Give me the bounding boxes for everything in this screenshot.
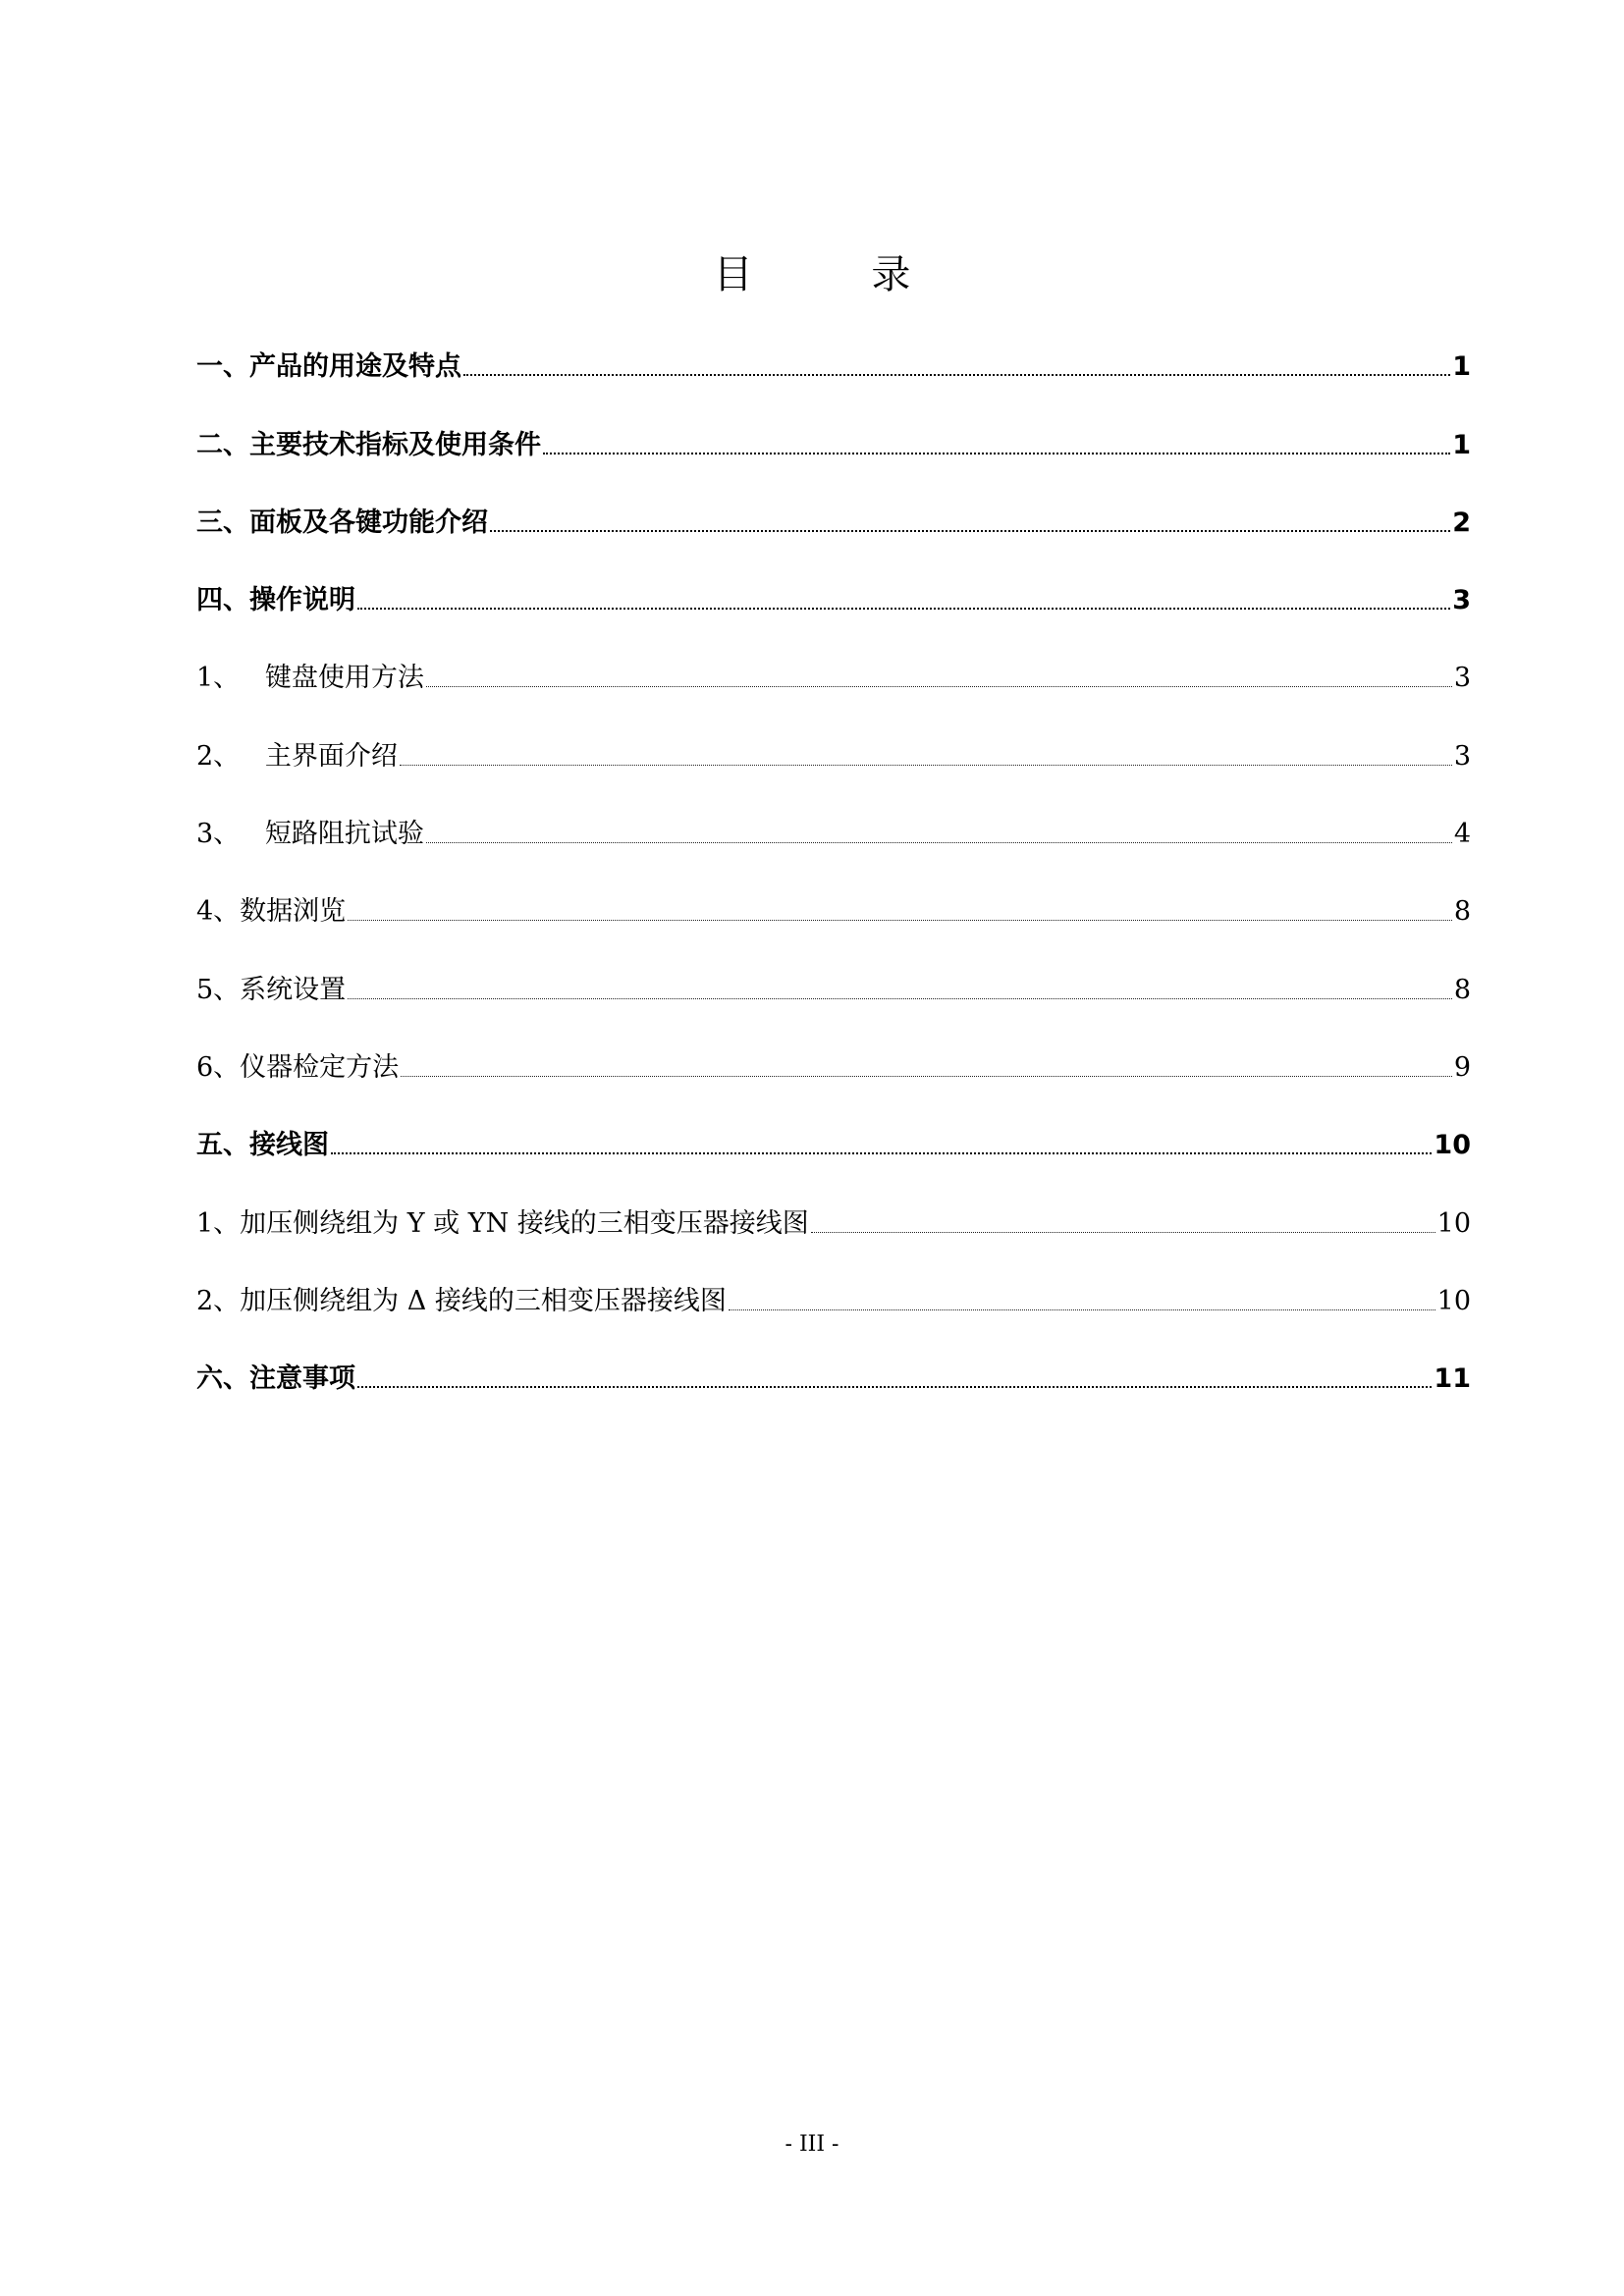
dot-leader bbox=[463, 374, 1450, 376]
dot-leader bbox=[348, 998, 1452, 999]
toc-entry-title: 二、主要技术指标及使用条件 bbox=[196, 429, 541, 460]
toc-entry[interactable] bbox=[196, 635, 1471, 713]
page-title: 目 录 bbox=[713, 252, 964, 297]
toc-entry-page: 4 bbox=[1453, 819, 1471, 850]
toc-entry[interactable] bbox=[196, 946, 1471, 1024]
dot-leader bbox=[400, 765, 1452, 766]
toc-entry[interactable] bbox=[196, 401, 1471, 479]
toc-entry[interactable] bbox=[196, 1025, 1471, 1102]
toc-entry[interactable] bbox=[196, 869, 1471, 946]
toc-entry-title: 4、数据浏览 bbox=[196, 896, 347, 928]
toc-entry[interactable] bbox=[196, 324, 1471, 401]
toc-entry[interactable] bbox=[196, 1180, 1471, 1257]
toc-entry[interactable] bbox=[196, 558, 1471, 635]
toc-entry-page: 3 bbox=[1452, 585, 1471, 616]
toc-entry-page: 11 bbox=[1434, 1363, 1471, 1395]
dot-leader bbox=[490, 530, 1450, 532]
dot-leader bbox=[729, 1309, 1435, 1310]
toc-entry-page: 8 bbox=[1453, 974, 1471, 1005]
toc-entry-page: 1 bbox=[1452, 351, 1471, 383]
toc-entry-title: 2、加压侧绕组为 Δ 接线的三相变压器接线图 bbox=[196, 1285, 727, 1316]
toc-entry[interactable] bbox=[196, 791, 1471, 869]
toc-entry-title: 1、 键盘使用方法 bbox=[196, 663, 424, 694]
page-number: - III - bbox=[785, 2132, 839, 2157]
toc-entry[interactable] bbox=[196, 1336, 1471, 1414]
toc-entry-title: 三、面板及各键功能介绍 bbox=[196, 507, 488, 538]
dot-leader bbox=[357, 608, 1450, 610]
toc-entry-page: 10 bbox=[1434, 1130, 1471, 1161]
toc-entry-title: 3、 短路阻抗试验 bbox=[196, 819, 424, 850]
dot-leader bbox=[811, 1232, 1435, 1233]
toc-entry-page: 3 bbox=[1453, 740, 1471, 772]
toc-entry-page: 9 bbox=[1453, 1051, 1471, 1083]
toc-entry-title: 1、加压侧绕组为 Y 或 YN 接线的三相变压器接线图 bbox=[196, 1207, 809, 1239]
toc-entry-title: 五、接线图 bbox=[196, 1130, 329, 1161]
dot-leader bbox=[357, 1386, 1432, 1388]
toc-entry[interactable] bbox=[196, 480, 1471, 558]
toc-entry-page: 2 bbox=[1452, 507, 1471, 538]
toc-entry-page: 8 bbox=[1453, 896, 1471, 928]
toc-entry[interactable] bbox=[196, 1258, 1471, 1336]
toc-entry-title: 6、仪器检定方法 bbox=[196, 1051, 400, 1083]
dot-leader bbox=[426, 686, 1452, 687]
toc-entry[interactable] bbox=[196, 1102, 1471, 1180]
toc-entry-title: 四、操作说明 bbox=[196, 585, 355, 616]
dot-leader bbox=[543, 453, 1450, 454]
dot-leader bbox=[426, 842, 1452, 843]
toc-entry-title: 5、系统设置 bbox=[196, 974, 347, 1005]
dot-leader bbox=[331, 1152, 1432, 1154]
dot-leader bbox=[401, 1076, 1452, 1077]
toc-entry-page: 10 bbox=[1436, 1285, 1471, 1316]
toc-entry-title: 一、产品的用途及特点 bbox=[196, 351, 461, 383]
toc-entry-page: 1 bbox=[1452, 429, 1471, 460]
toc-entry-title: 六、注意事项 bbox=[196, 1363, 355, 1395]
toc-entry-page: 3 bbox=[1453, 663, 1471, 694]
toc-entry-title: 2、 主界面介绍 bbox=[196, 740, 398, 772]
dot-leader bbox=[348, 920, 1452, 921]
toc-entry[interactable] bbox=[196, 713, 1471, 790]
toc-entry-page: 10 bbox=[1436, 1207, 1471, 1239]
table-of-contents bbox=[196, 324, 1471, 1414]
